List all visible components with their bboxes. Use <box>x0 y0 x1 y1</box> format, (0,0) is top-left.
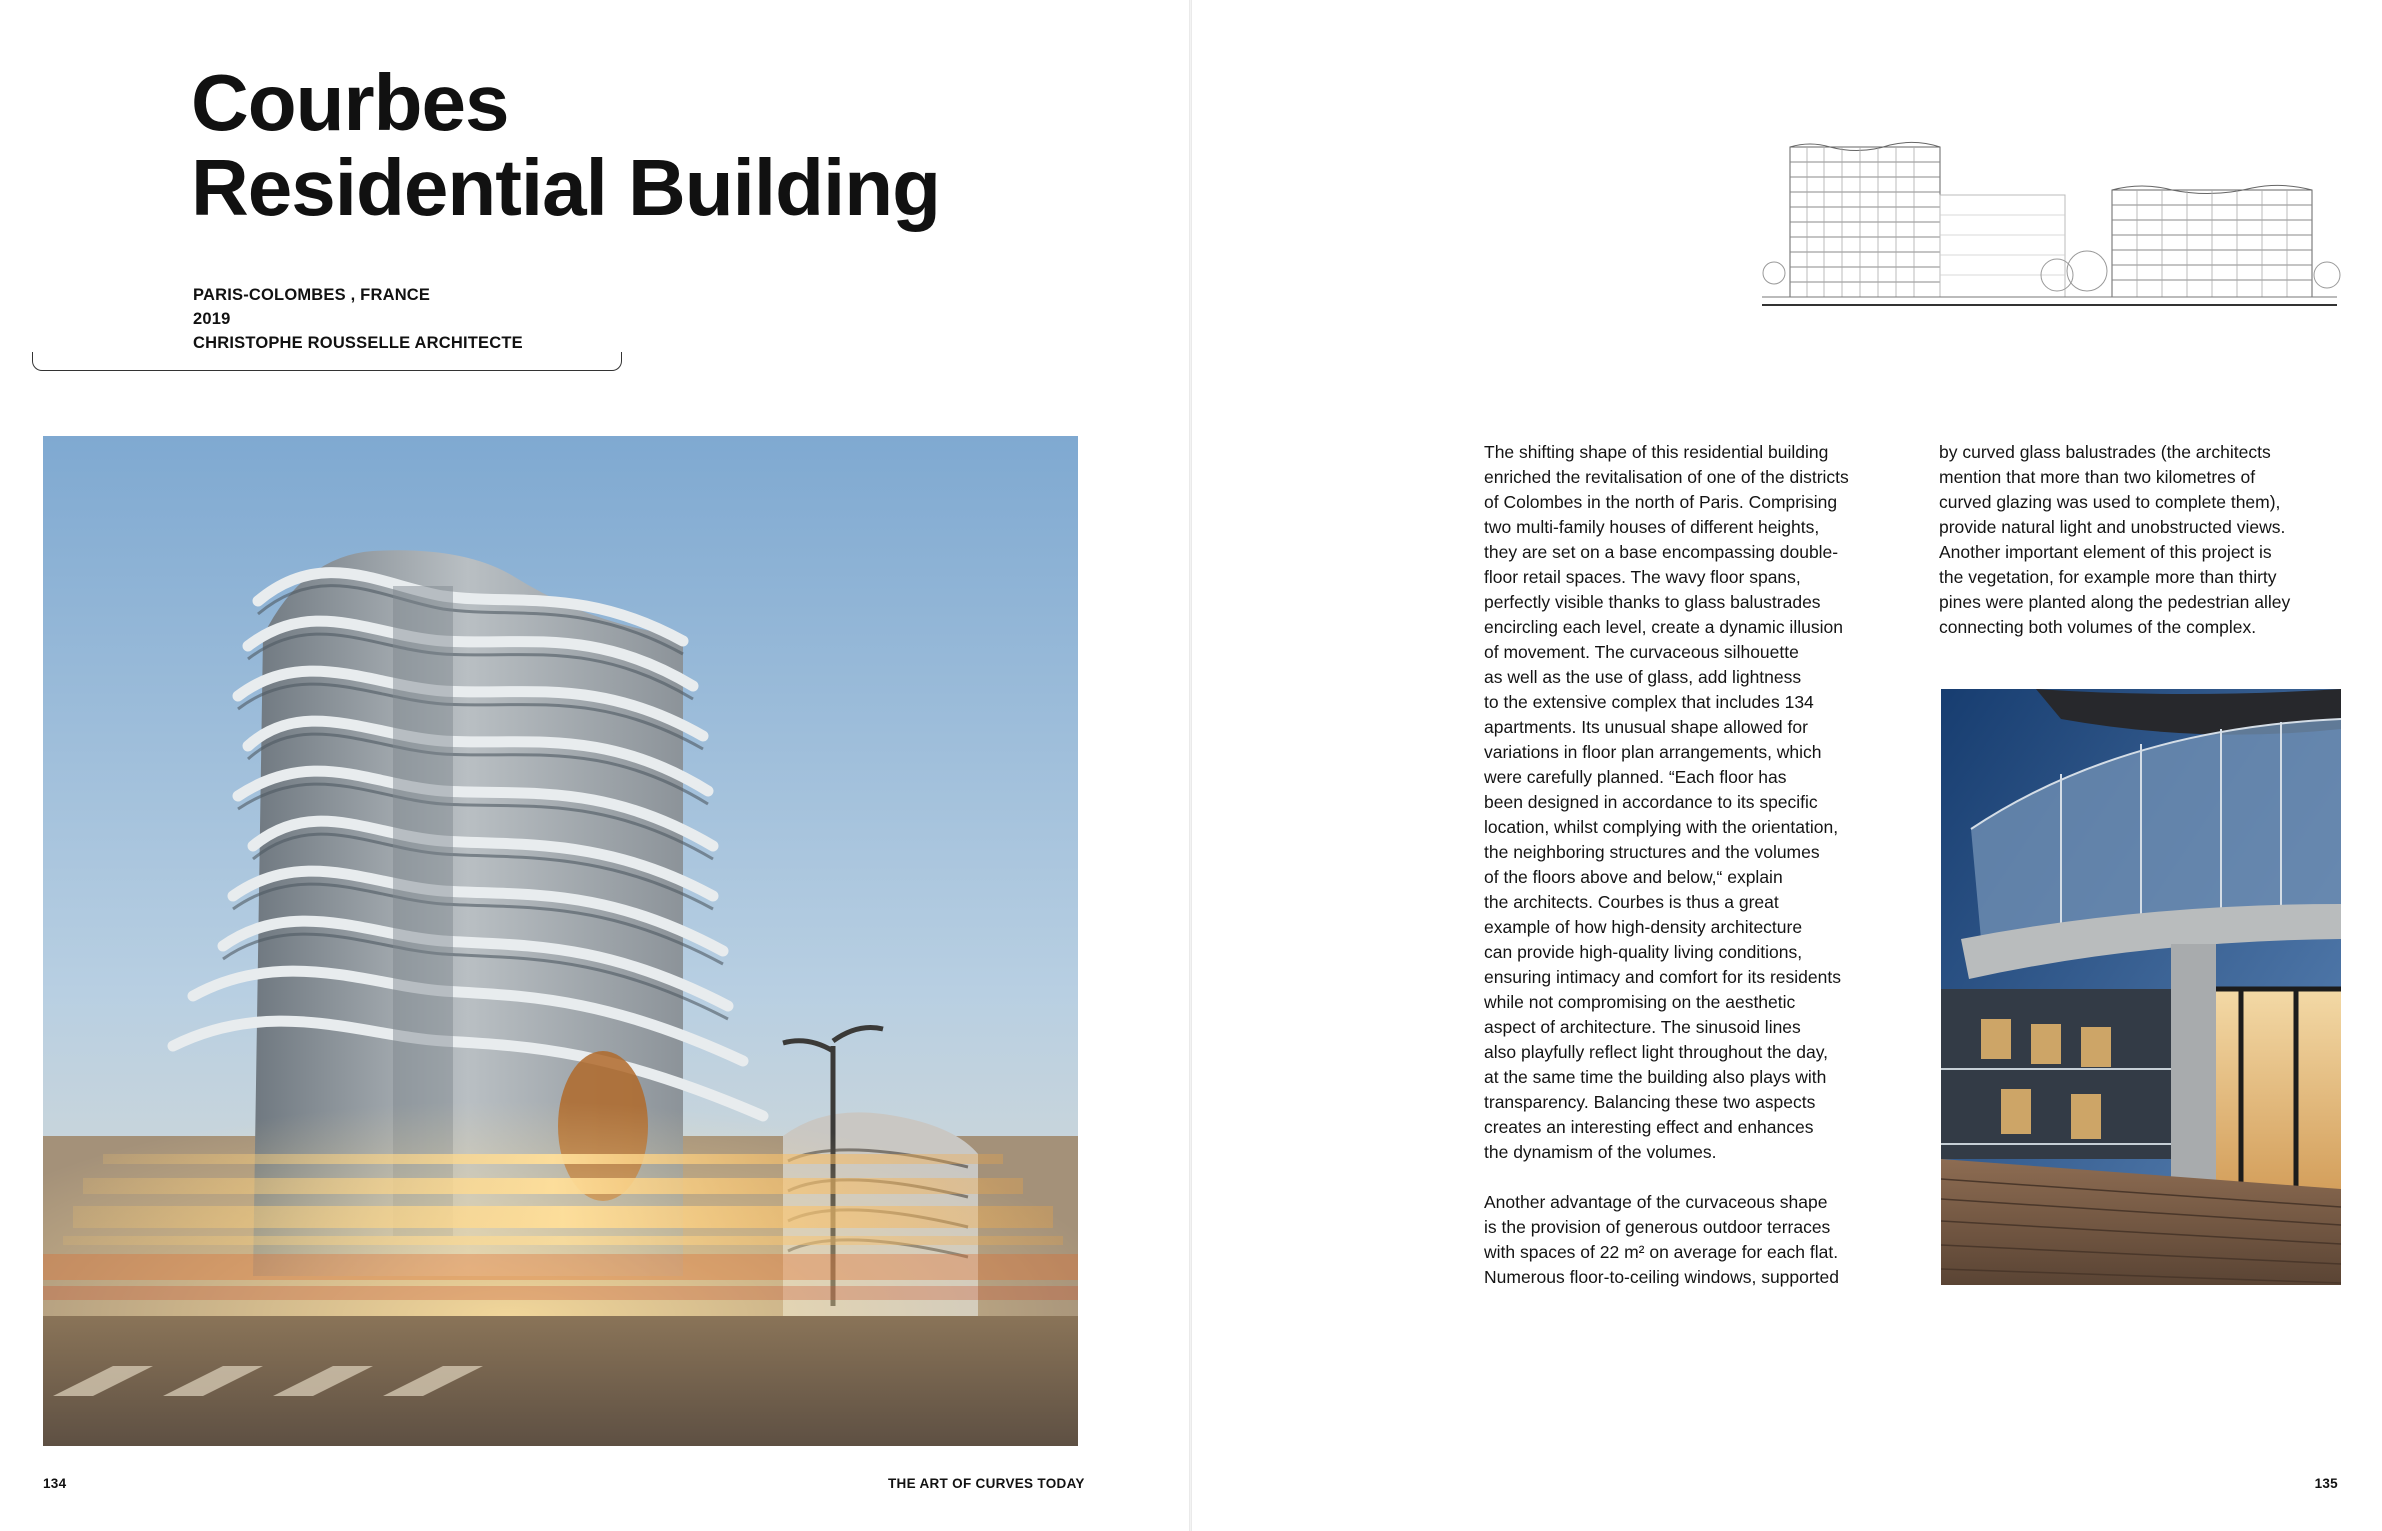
running-title: THE ART OF CURVES TODAY <box>888 1476 1085 1491</box>
left-page <box>0 0 1190 1531</box>
project-location: PARIS-COLOMBES , FRANCE <box>193 286 431 304</box>
building-exterior-photo <box>43 436 1078 1446</box>
project-year: 2019 <box>193 310 231 328</box>
project-meta <box>193 283 523 355</box>
page-number-right: 135 <box>2314 1476 2338 1491</box>
page-number-left: 134 <box>43 1476 67 1491</box>
body-paragraph-2: Another advantage of the curvaceous shape is the provision of generous outdoor terraces with spaces of 22 m² on average for each flat. Numerous floor-to-ceiling windows, supported <box>1484 1192 1840 1287</box>
body-paragraph-3: by curved glass balustrades (the architects mention that more than two kilometres of curved glazing was used to complete them), provide natural light and unobstructed views. Another important element of this project is the vegetation, for example more than thirty pines were planted along the pedestrian alley connecting both volumes of the complex. <box>1939 442 2291 637</box>
title-line-1: Courbes <box>191 58 509 147</box>
article-title <box>191 60 940 230</box>
body-paragraph-1: The shifting shape of this residential building enriched the revitalisation of one of the districts of Colombes in the north of Paris. Comprising two multi-family houses of different heights, they are set on a base encompassing double- floor retail spaces. The wavy floor spans, perfectly visible thanks to glass balustrades encircling each level, create a dynamic illusion of movement. The curvaceous silhouette as well as the use of glass, add lightness to the extensive complex that includes 134 apartments. Its unusual shape allowed for variations in floor plan arrangements, which were carefully planned. “Each floor has been designed in accordance to its specific location, whilst complying with the orientation, the neighboring structures and the volumes of the floors above and below,“ explain the architects. Courbes is thus a great example of how high-density architecture can provide high-quality living conditions, ensuring intimacy and comfort for its residents while not compromising on the aesthetic aspect of architecture. The sinusoid lines also playfully reflect light throughout the day, at the same time the building also plays with transparency. Balancing these two aspects creates an interesting effect and enhances the dynamism of the volumes. <box>1484 442 1849 1162</box>
body-text-column-2 <box>1939 440 2339 665</box>
terrace-photo <box>1941 689 2341 1285</box>
elevation-drawing <box>1762 135 2382 313</box>
body-text-column-1 <box>1484 440 1884 1315</box>
project-architect: CHRISTOPHE ROUSSELLE ARCHITECTE <box>193 334 523 352</box>
title-line-2: Residential Building <box>191 143 940 232</box>
right-page <box>1192 0 2382 1531</box>
meta-underline-bracket <box>32 352 622 371</box>
